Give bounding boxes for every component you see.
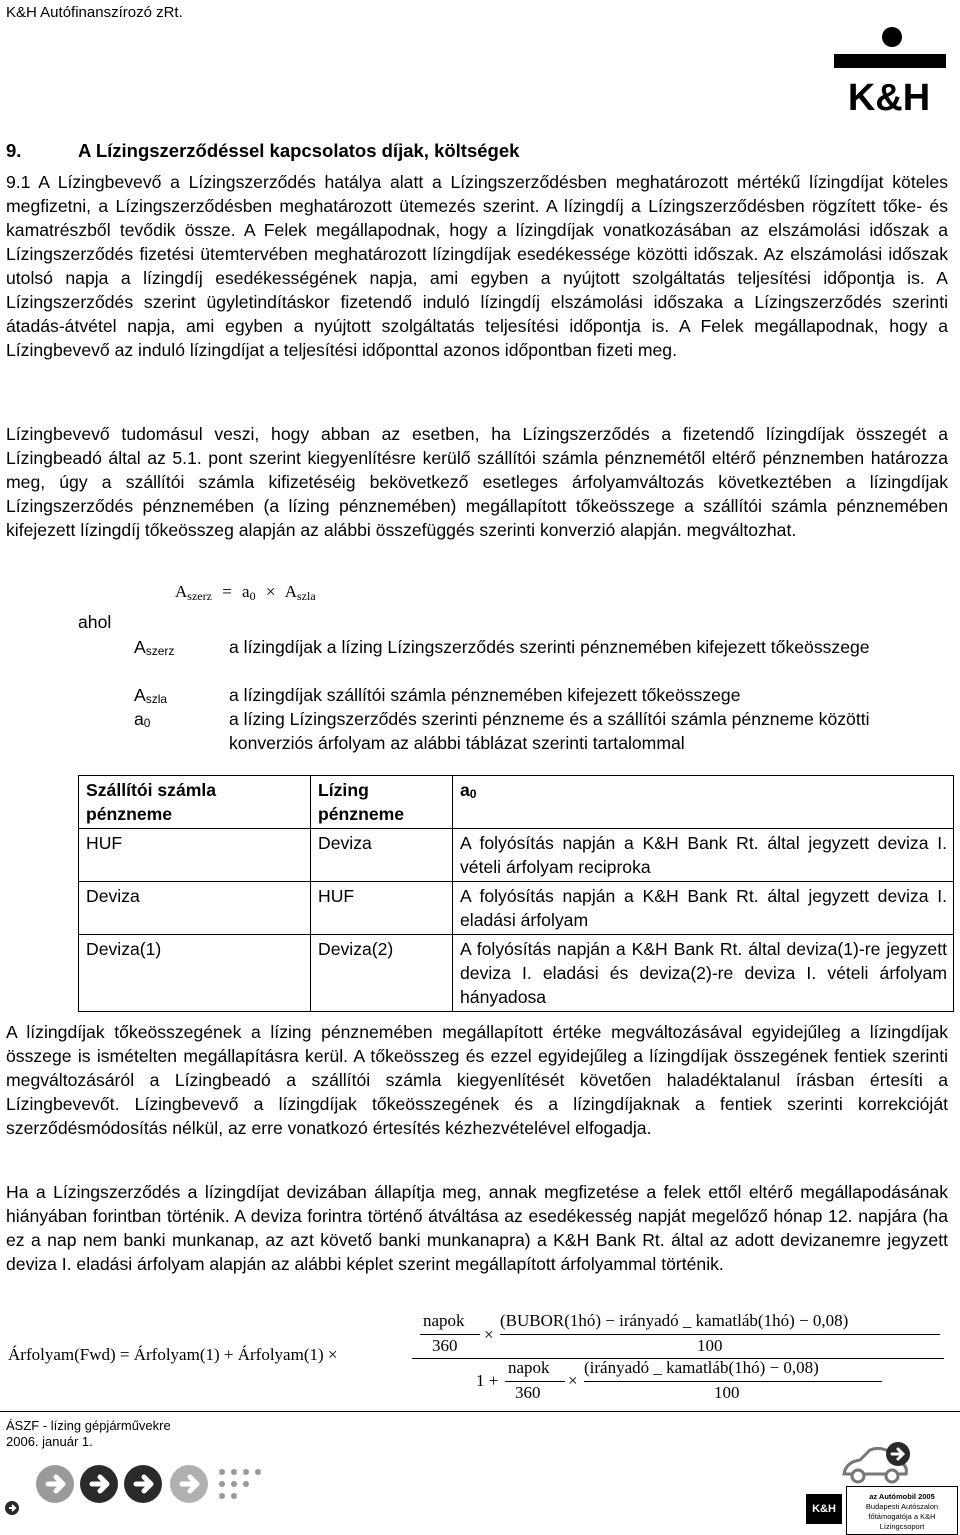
arrow-right-icon [122,1462,164,1506]
footer-doc-title: ÁSZF - lízing gépjárművekre [6,1418,171,1433]
section-heading [6,140,519,162]
small-arrow-icon [4,1500,20,1516]
badge-logo: K&H [806,1494,842,1524]
company-name: K&H Autófinanszírozó zRt. [6,4,183,21]
definition-symbol: $A_{szerz}$ [134,637,175,658]
table-header-row [79,776,954,829]
formula-num-expr: (BUBOR(1hó) − irányadó _ kamatláb(1hó) − 0,08) [500,1311,849,1330]
table-cell: A folyósítás napján a K&H Bank Rt. által jegyzett deviza I. eladási árfolyam [453,882,954,935]
formula-den-expr: (irányadó _ kamatláb(1hó) − 0,08) [584,1358,819,1377]
formula-times: × [568,1371,578,1390]
formula-den-one-plus: 1 + [476,1371,499,1390]
arrow-right-icon [884,1440,912,1468]
badge-text: az Autómobil 2005 Budapesti Autószalon főtámogatója a K&H Lízingcsoport [846,1486,958,1535]
table-cell: Deviza(2) [311,935,453,1012]
paragraph-capital-change: A lízingdíjak tőkeösszegének a lízing pénznemében megállapított értéke megváltozásával egyidejűleg a lízingdíjak összege is ismételten megállapításra kerül. A tőkeösszeg és ezzel egyidejűleg a lízingdíjak összegének fentiek szerinti megváltozásáról a Lízingbeadó a szállítói számla kiegyenlítését követően haladéktalanul írásban értesíti a Lízingbevevőt. Lízingbevevő a lízingdíjak tőkeösszegének és a lízingdíjaknak a fentiek szerinti korrekcióját szerződésmódosítás nélkül, az erre vonatkozó értesítés kézhezvételével elfogadja. [6,1022,948,1138]
formula-den-100: 100 [714,1383,740,1402]
paragraph-conversion: Lízingbevevő tudomásul veszi, hogy abban az esetben, ha Lízingszerződés a fizetendő lízingdíjak összegét a Lízingbeadó által az 5.1. pont szerint kiegyenlítésre kerülő szállítói számla pénznemétől eltérő pénznemben határozza meg, úgy a szállítói számla kifizetéséig bekövetkező esetleges árfolyamváltozás következtében a lízingdíjak Lízingszerződés pénznemében (a lízing pénznemében) megállapított tőkeösszege a szállítói számla pénznemében kifejezett lízingdíj tőkeösszeg alapján az alábbi összefüggés szerinti konverzió alapján. megváltozhat. [6,424,948,540]
formula-den-napok: napok [508,1358,550,1377]
table-cell: Deviza [79,882,311,935]
arrow-right-icon [168,1462,210,1506]
table-cell: HUF [79,829,311,882]
footer-date: 2006. január 1. [6,1434,93,1449]
section-title: A Lízingszerződéssel kapcsolatos díjak, költségek [78,140,520,161]
table-header-cell: $a_0$ [453,776,954,829]
formula-times: × [484,1325,494,1344]
definition-text: a lízingdíjak a lízing Lízingszerződés szerinti pénznemében kifejezett tőkeösszege [229,637,870,657]
dots-icon [214,1462,274,1506]
kh-logo [828,16,950,114]
table-cell: A folyósítás napján a K&H Bank Rt. által jegyzett deviza I. vételi árfolyam reciproka [453,829,954,882]
table-cell: HUF [311,882,453,935]
table-cell: A folyósítás napján a K&H Bank Rt. által deviza(1)-re jegyzett deviza I. eladási és deviza(2)-re deviza I. vételi árfolyam hányadosa [453,935,954,1012]
forward-rate-lhs: Árfolyam(Fwd) = Árfolyam(1) + Árfolyam(1) × [8,1345,338,1364]
table-row [79,882,954,935]
fraction-line [500,1334,940,1335]
definition-text: a lízing Lízingszerződés szerinti pénzneme és a szállítói számla pénzneme közötti konverziós árfolyam az alábbi táblázat szerinti tartalommal [229,709,870,753]
arrow-right-icon [78,1462,120,1506]
fraction-line [505,1381,565,1382]
definition-symbol: $A_{szla}$ [134,685,168,706]
logo-bar [834,54,946,68]
formula-den-360: 360 [515,1383,541,1402]
sponsor-badge [806,1486,956,1531]
table-cell: Deviza [311,829,453,882]
logo-head [882,27,902,47]
fraction-line [584,1381,882,1382]
paragraph-9-1: 9.1 A Lízingbevevő a Lízingszerződés hatálya alatt a Lízingszerződésben meghatározott mértékű lízingdíjat köteles megfizetni, a Lízingszerződésben meghatározott ütemezés szerint. A lízingdíj a Lízingszerződésben rögzített tőke- és kamatrészből tevődik össze. A Felek megállapodnak, hogy a lízingdíjak vonatkozásában az elszámolási időszak a Lízingszerződés fizetési ütemtervében meghatározott lízingdíjak esedékessége közötti időszak. Az elszámolási időszak utolsó napja a lízingdíj esedékességének napja, ami egyben a nyújtott szolgáltatás teljesítési időpontja is. A Lízingszerződés szerint ügyletindításkor fizetendő induló lízingdíj elszámolási időszaka a Lízingszerződés szerinti átadás-átvétel napja, ami egyben a nyújtott szolgáltatás teljesítési időpontja is. A Felek megállapodnak, hogy a Lízingbevevő az induló lízingdíjat a teljesítési időponttal azonos időpontban fizeti meg. [6,172,948,360]
table-row [79,829,954,882]
conversion-rate-table [78,775,954,1012]
formula-num-napok: napok [423,1311,465,1330]
table-row [79,935,954,1012]
section-number: 9. [6,140,22,161]
formula-num-100: 100 [697,1336,723,1355]
fraction-line [420,1334,480,1335]
definitions-label: ahol [78,612,112,632]
conversion-formula: $A_{szerz} = a_0 \times A_{szla}$ [175,582,316,603]
table-header-cell: Lízing pénzneme [311,776,453,829]
definition-text: a lízingdíjak szállítói számla pénznemében kifejezett tőkeösszege [229,685,741,705]
definition-symbol: $a_0$ [134,709,151,730]
arrow-right-icon [34,1462,76,1506]
logo-text: K&H [847,77,931,114]
footer-divider [0,1411,960,1412]
paragraph-fx-payment: Ha a Lízingszerződés a lízingdíjat devizában állapítja meg, annak megfizetése a felek ettől eltérő megállapodásának hiányában forintban történik. A deviza forintra történő átváltása az esedékesség napját megelőző hónap 12. napjára (ha ez a nap nem banki munkanap, az azt követő banki munkanapra) a K&H Bank Rt. által az adott devizanemre jegyzett deviza I. eladási árfolyam alapján az alábbi képlet szerint megállapított árfolyammal történik. [6,1182,948,1274]
formula-num-360: 360 [432,1336,458,1355]
table-header-cell: Szállítói számla pénzneme [79,776,311,829]
table-cell: Deviza(1) [79,935,311,1012]
